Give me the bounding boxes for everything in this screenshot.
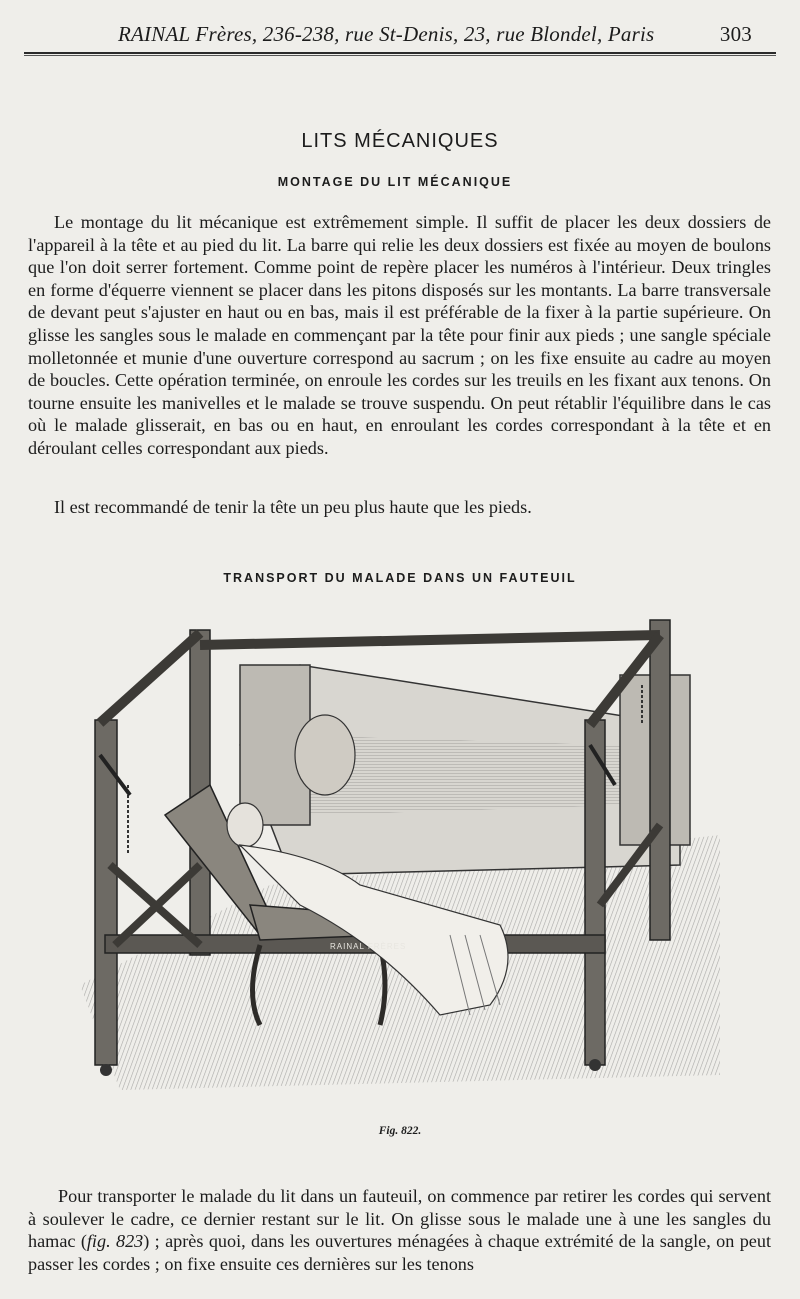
paragraph-montage: Le montage du lit mécanique est extrêmement simple. Il suffit de placer les deux dossiers de l'appareil à la tête et au pied du lit. La barre qui relie les deux dossiers est fixée au moyen de boulons que l'on doit serrer fortement. Comme point de repère placer les numéros à l'intérieur. Deux tringles en forme d'équerre viennent se placer dans les pitons disposés sur les montants. La barre transversale de devant peut s'ajuster en haut ou en bas, mais il est préférable de la fixer à la partie supérieure. On glisse les sangles sous le malade en commençant par la tête pour finir aux pieds ; une sangle spéciale molletonnée et munie d'une ouverture correspond au sacrum ; on les fixe ensuite au cadre au moyen de boucles. Cette opération terminée, on enroule les cordes sur les treuils en les fixant aux tenons. On tourne ensuite les manivelles et le malade se trouve suspendu. On peut rétablir l'équilibre dans le cas où le malade glisserait, en bas ou en haut, en enroulant les cordes correspondant à la tête et en déroulant celles correspondant aux pieds.	[28, 212, 771, 458]
header-rule	[24, 52, 776, 54]
paragraph-transport-part2: ) ; après quoi, dans les ouvertures ménagées à chaque extrémité de la sangle, on peut passer les cordes ; on fixe ensuite ces dernières sur les tenons	[28, 1231, 772, 1274]
figure-caption: Fig. 822.	[378, 1125, 422, 1137]
section-heading-montage: MONTAGE DU LIT MÉCANIQUE	[277, 175, 513, 189]
paragraph-tete-haute: Il est recommandé de tenir la tête un peu plus haute que les pieds.	[54, 497, 532, 517]
section-heading-transport: TRANSPORT DU MALADE DANS UN FAUTEUIL	[223, 571, 577, 585]
mechanical-bed-engraving	[60, 605, 750, 1105]
running-title: RAINAL Frères, 236-238, rue St-Denis, 23, rue Blondel, Paris	[118, 22, 655, 46]
page-title: LITS MÉCANIQUES	[301, 130, 499, 152]
header-rule-thin	[24, 55, 776, 56]
engraved-maker-label: RAINAL FRÈRES	[330, 942, 407, 951]
paragraph-transport-part1: Pour transporter le malade du lit dans un fauteuil, on commence par retirer les cordes qui servent à soulever le cadre, ce dernier restant sur le lit. On glisse sous le malade une à une les sangles du hamac (	[28, 1186, 771, 1252]
figure-engraving	[60, 605, 750, 1105]
paragraph-transport	[28, 1185, 771, 1275]
page-number: 303	[719, 22, 752, 46]
figure-reference: fig. 823	[86, 1231, 144, 1252]
